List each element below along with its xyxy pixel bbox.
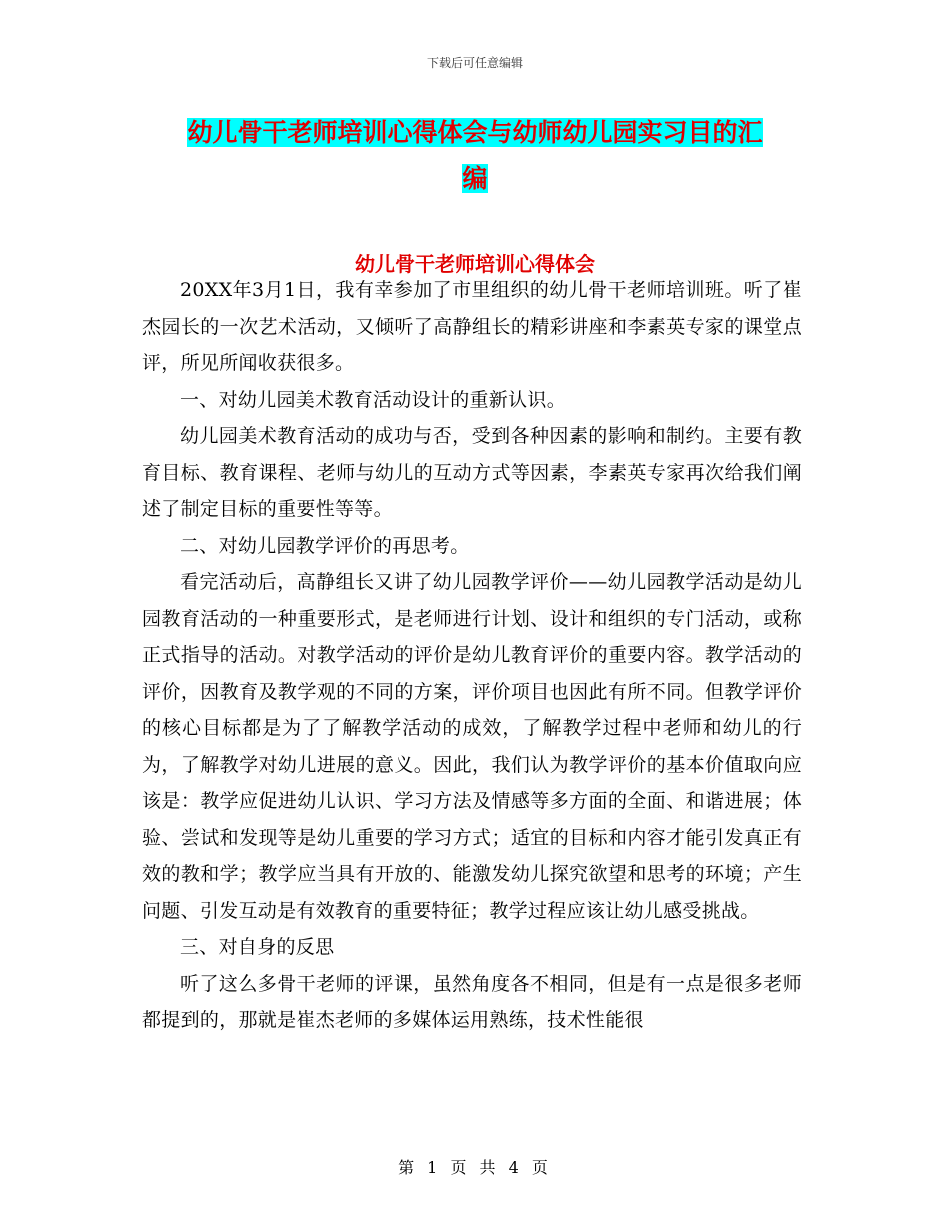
paragraph-teaching-evaluation: 看完活动后，高静组长又讲了幼儿园教学评价——幼儿园教学活动是幼儿园教育活动的一种重要形式，是老师进行计划、设计和组织的专门活动，或称正式指导的活动。对教学活动的评价是幼儿教育评价的重要内容。教学活动的评价，因教育及教学观的不同的方案，评价项目也因此有所不同。但教学评价的核心目标都是为了了解教学活动的成效，了解教学过程中老师和幼儿的行为，了解教学对幼儿进展的意义。因此，我们认为教学评价的基本价值取向应该是：教学应促进幼儿认识、学习方法及情感等多方面的全面、和谐进展；体验、尝试和发现等是幼儿重要的学习方式；适宜的目标和内容才能引发真正有效的教和学；教学应当具有开放的、能激发幼儿探究欲望和思考的环境；产生问题、引发互动是有效教育的重要特征；教学过程应该让幼儿感受挑战。 <box>142 571 802 922</box>
paragraph-reflection: 听了这么多骨干老师的评课，虽然角度各不相同，但是有一点是很多老师都提到的，那就是崔杰老师的多媒体运用熟练，技术性能很 <box>142 972 802 1031</box>
page-footer: 第 1 页 共 4 页 <box>398 1158 552 1177</box>
section-title: 幼儿骨干老师培训心得体会 <box>355 252 595 276</box>
paragraph-heading-3: 三、对自身的反思 <box>180 936 335 958</box>
paragraph-intro: 20XX年3月1日，我有幸参加了市里组织的幼儿骨干老师培训班。听了崔杰园长的一次艺术活动，又倾听了高静组长的精彩讲座和李素英专家的课堂点评，所见所闻收获很多。 <box>142 279 802 374</box>
document-title-line-1: 幼儿骨干老师培训心得体会与幼师幼儿园实习目的汇 <box>187 118 763 147</box>
paragraph-heading-1: 一、对幼儿园美术教育活动设计的重新认识。 <box>180 388 567 411</box>
paragraph-art-education: 幼儿园美术教育活动的成功与否，受到各种因素的影响和制约。主要有教育目标、教育课程、老师与幼儿的互动方式等因素，李素英专家再次给我们阐述了制定目标的重要性等等。 <box>142 425 802 520</box>
document-title <box>140 110 810 202</box>
document-title-line-2: 编 <box>462 164 488 193</box>
document-body <box>142 272 802 1039</box>
header-note: 下载后可任意编辑 <box>426 56 523 70</box>
paragraph-heading-2: 二、对幼儿园教学评价的再思考。 <box>180 534 470 557</box>
